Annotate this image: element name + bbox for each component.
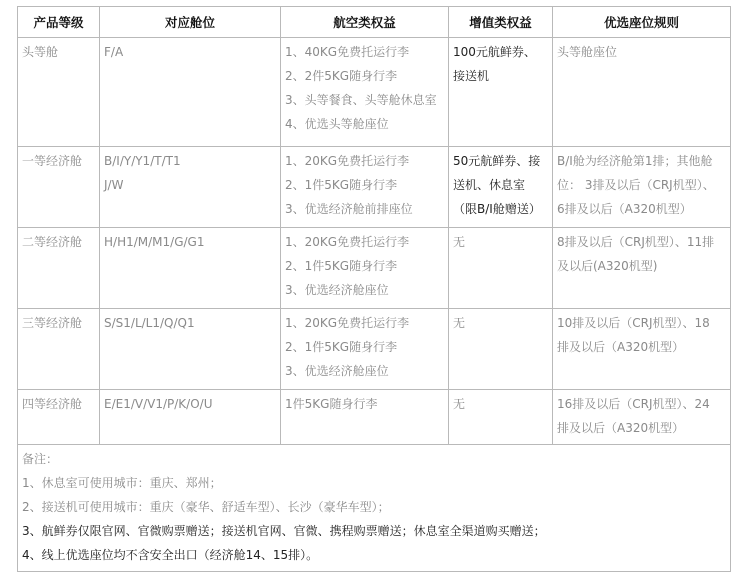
cabin-line: E/E1/V/V1/P/K/O/U [104, 397, 213, 411]
cell-value-benefits [449, 390, 553, 445]
seat-rule-line: 8排及以后（CRJ机型）、11排 [557, 235, 715, 249]
seat-rule-line: 头等舱座位 [557, 45, 618, 59]
cell-cabins [100, 38, 281, 147]
cabin-line: F/A [104, 45, 124, 59]
note-item: 2、接送机可使用城市：重庆（豪华、舒适车型）、长沙（豪华车型）； [22, 500, 390, 514]
cell-air-benefits [281, 38, 449, 147]
header-cabins: 对应舱位 [100, 7, 281, 38]
fare-benefits-table [17, 6, 731, 572]
seat-rule-line: 排及以后（A320机型） [557, 340, 685, 354]
level-text: 四等经济舱 [22, 397, 83, 411]
value-benefit-line: 接送机 [453, 69, 490, 83]
cell-level [18, 228, 100, 309]
header-seat-rule: 优选座位规则 [553, 7, 731, 38]
air-benefit-line: 2、1件5KG随身行李 [285, 340, 398, 354]
cell-level [18, 309, 100, 390]
air-benefit-line: 1、40KG免费托运行李 [285, 45, 410, 59]
cell-cabins [100, 228, 281, 309]
air-benefit-line: 4、优选头等舱座位 [285, 117, 389, 131]
seat-rule-line: 16排及以后（CRJ机型）、24 [557, 397, 710, 411]
cabin-line: S/S1/L/L1/Q/Q1 [104, 316, 195, 330]
seat-rule-line: 及以后(A320机型) [557, 259, 658, 273]
value-benefit-line: 无 [453, 316, 466, 330]
cell-value-benefits [449, 147, 553, 228]
table-row [18, 309, 731, 390]
cell-level [18, 147, 100, 228]
level-text: 二等经济舱 [22, 235, 83, 249]
level-text: 三等经济舱 [22, 316, 83, 330]
air-benefit-line: 3、优选经济舱前排座位 [285, 202, 413, 216]
cell-seat-rule [553, 38, 731, 147]
notes-cell [18, 445, 731, 572]
note-item: 3、航鲜券仅限官网、官微购票赠送；接送机官网、官微、携程购票赠送；休息室全渠道购买赠送； [22, 524, 546, 538]
air-benefit-line: 1件5KG随身行李 [285, 397, 378, 411]
value-benefit-line: 100元航鲜券、 [453, 45, 536, 59]
table-row [18, 38, 731, 147]
note-item: 4、线上优选座位均不含安全出口（经济舱14、15排）。 [22, 548, 319, 562]
air-benefit-line: 1、20KG免费托运行李 [285, 316, 410, 330]
header-value-benefits: 增值类权益 [449, 7, 553, 38]
value-benefit-line: 无 [453, 235, 466, 249]
table-row [18, 147, 731, 228]
seat-rule-line: 排及以后（A320机型） [557, 421, 685, 435]
cell-value-benefits [449, 38, 553, 147]
seat-rule-line: B/I舱为经济舱第1排；其他舱 [557, 154, 713, 168]
air-benefit-line: 2、1件5KG随身行李 [285, 178, 398, 192]
fare-table-container [17, 6, 730, 572]
air-benefit-line: 2、1件5KG随身行李 [285, 259, 398, 273]
note-item: 1、休息室可使用城市：重庆、郑州； [22, 476, 222, 490]
value-benefit-line: 无 [453, 397, 466, 411]
value-benefit-line: （限B/I舱赠送） [453, 202, 541, 216]
air-benefit-line: 2、2件5KG随身行李 [285, 69, 398, 83]
cell-level [18, 390, 100, 445]
cell-cabins [100, 147, 281, 228]
level-text: 一等经济舱 [22, 154, 83, 168]
cell-air-benefits [281, 309, 449, 390]
cabin-line: J/W [104, 178, 124, 192]
seat-rule-line: 10排及以后（CRJ机型）、18 [557, 316, 710, 330]
seat-rule-line: 位： 3排及以后（CRJ机型）、 [557, 178, 715, 192]
cabin-line: B/I/Y/Y1/T/T1 [104, 154, 181, 168]
header-level: 产品等级 [18, 7, 100, 38]
value-benefit-line: 送机、休息室 [453, 178, 526, 192]
seat-rule-line: 6排及以后（A320机型） [557, 202, 692, 216]
cabin-line: H/H1/M/M1/G/G1 [104, 235, 205, 249]
header-air-benefits: 航空类权益 [281, 7, 449, 38]
table-header-row [18, 7, 731, 38]
cell-cabins [100, 390, 281, 445]
cell-seat-rule [553, 147, 731, 228]
cell-air-benefits [281, 390, 449, 445]
air-benefit-line: 3、优选经济舱座位 [285, 364, 389, 378]
cell-air-benefits [281, 147, 449, 228]
cell-cabins [100, 309, 281, 390]
cell-seat-rule [553, 228, 731, 309]
level-text: 头等舱 [22, 45, 59, 59]
cell-level [18, 38, 100, 147]
air-benefit-line: 1、20KG免费托运行李 [285, 235, 410, 249]
value-benefit-line: 50元航鲜券、接 [453, 154, 541, 168]
notes-title: 备注： [22, 452, 59, 466]
table-row [18, 390, 731, 445]
cell-value-benefits [449, 228, 553, 309]
air-benefit-line: 1、20KG免费托运行李 [285, 154, 410, 168]
air-benefit-line: 3、优选经济舱座位 [285, 283, 389, 297]
notes-row [18, 445, 731, 572]
air-benefit-line: 3、头等餐食、头等舱休息室 [285, 93, 437, 107]
cell-seat-rule [553, 309, 731, 390]
cell-value-benefits [449, 309, 553, 390]
cell-seat-rule [553, 390, 731, 445]
cell-air-benefits [281, 228, 449, 309]
table-row [18, 228, 731, 309]
